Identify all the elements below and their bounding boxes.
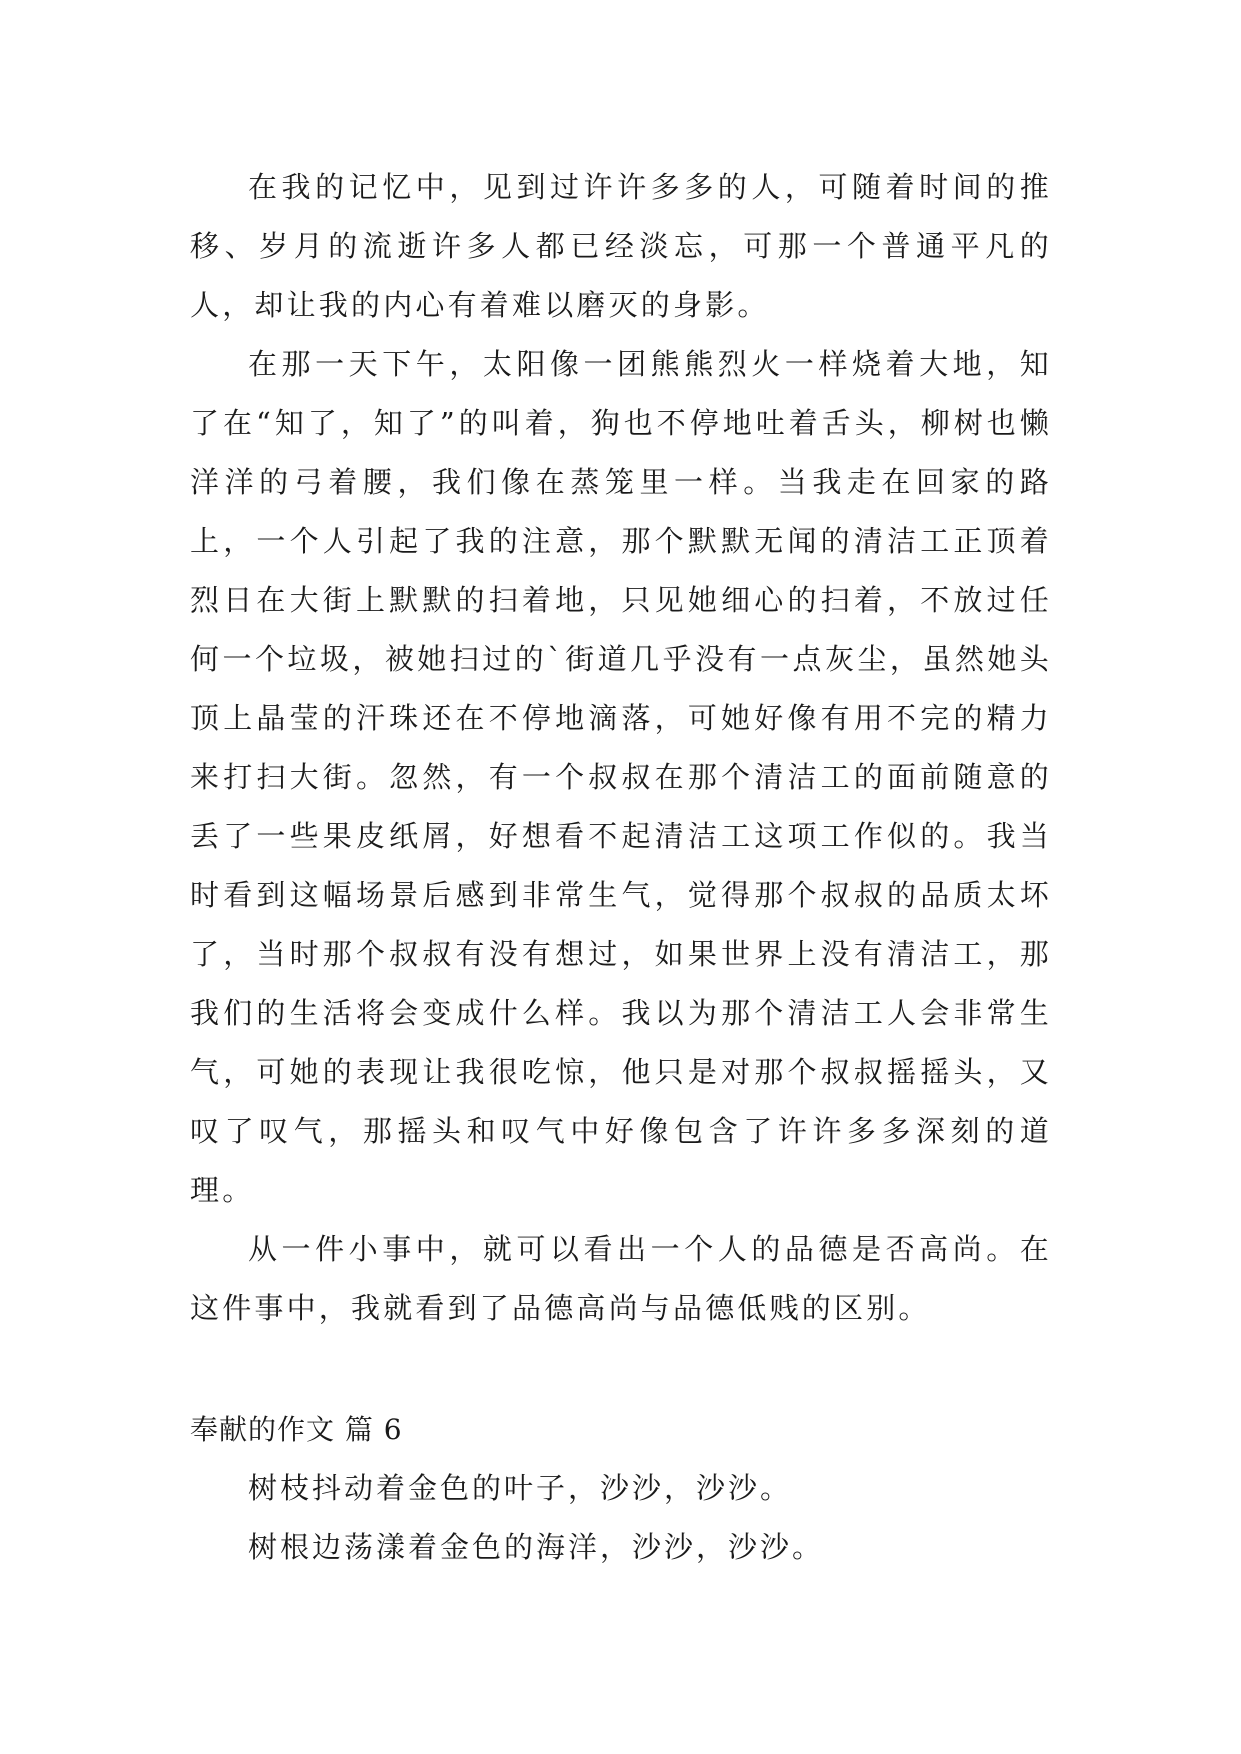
section-heading: 奉献的作文 篇 6 bbox=[190, 1413, 403, 1446]
poem-section bbox=[190, 1459, 1052, 1577]
paragraph-conclusion: 从一件小事中，就可以看出一个人的品德是否高尚。在这件事中，我就看到了品德高尚与品德低贱的区别。 bbox=[190, 1232, 1052, 1325]
paragraph-cleaner-story: 在那一天下午，太阳像一团熊熊烈火一样烧着大地，知了在“知了，知了”的叫着，狗也不停地吐着舌头，柳树也懒洋洋的弓着腰，我们像在蒸笼里一样。当我走在回家的路上，一个人引起了我的注意，那个默默无闻的清洁工正顶着烈日在大街上默默的扫着地，只见她细心的扫着，不放过任何一个垃圾，被她扫过的`街道几乎没有一点灰尘，虽然她头顶上晶莹的汗珠还在不停地滴落，可她好像有用不完的精力来打扫大街。忽然，有一个叔叔在那个清洁工的面前随意的丢了一些果皮纸屑，好想看不起清洁工这项工作似的。我当时看到这幅场景后感到非常生气，觉得那个叔叔的品质太坏了，当时那个叔叔有没有想过，如果世界上没有清洁工，那我们的生活将会变成什么样。我以为那个清洁工人会非常生气，可她的表现让我很吃惊，他只是对那个叔叔摇摇头，又叹了叹气，那摇头和叹气中好像包含了许许多多深刻的道理。 bbox=[190, 347, 1052, 1207]
poem-line: 树根边荡漾着金色的海洋，沙沙，沙沙。 bbox=[248, 1530, 825, 1564]
poem-line: 树枝抖动着金色的叶子，沙沙，沙沙。 bbox=[248, 1471, 793, 1505]
paragraph-memory: 在我的记忆中，见到过许许多多的人，可随着时间的推移、岁月的流逝许多人都已经淡忘，可那一个普通平凡的人，却让我的内心有着难以磨灭的身影。 bbox=[190, 170, 1052, 322]
document-body bbox=[190, 158, 1052, 1577]
